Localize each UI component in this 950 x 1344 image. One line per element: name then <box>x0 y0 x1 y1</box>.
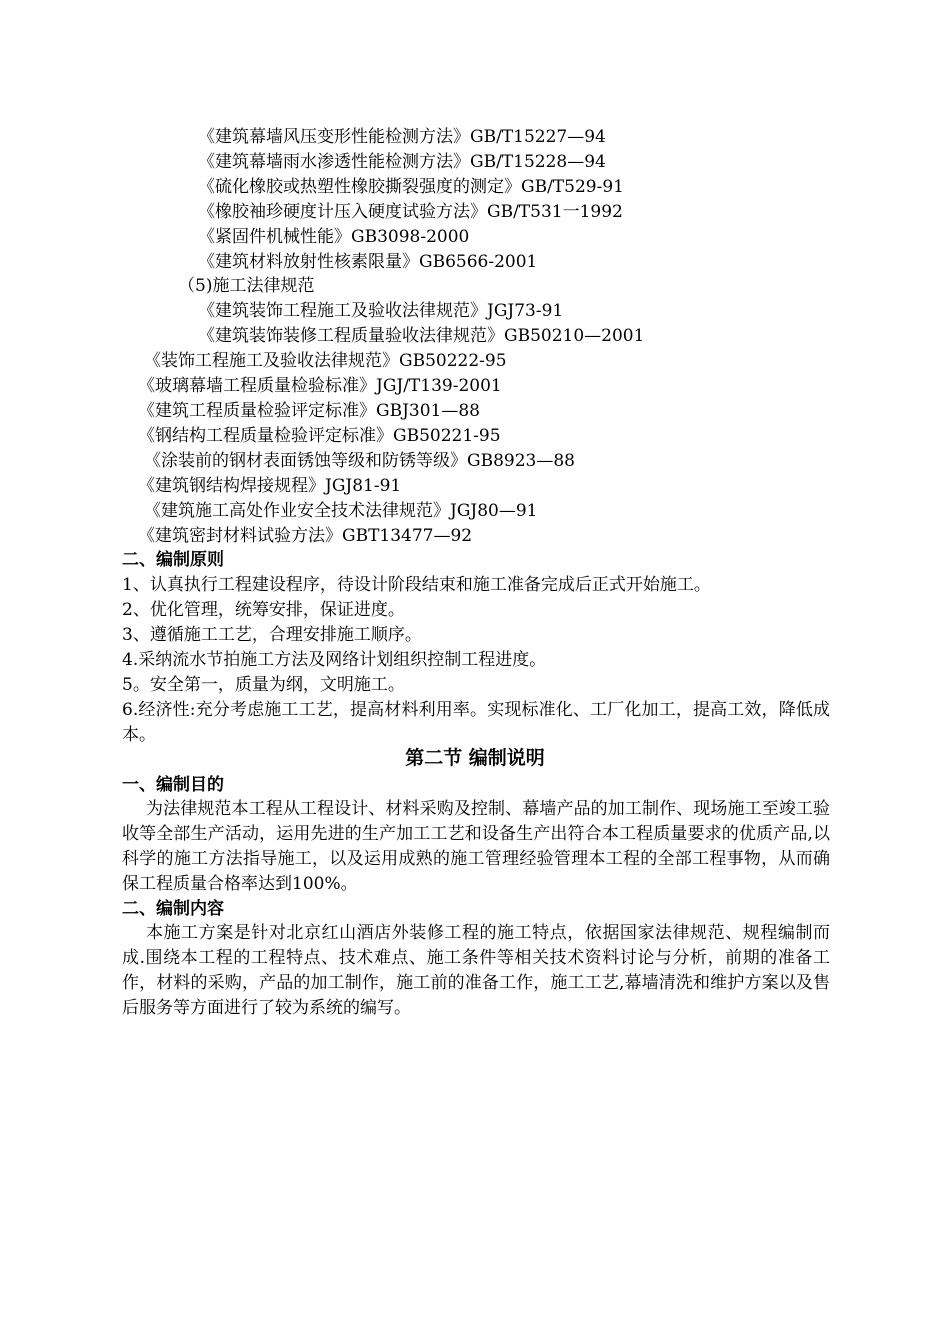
principle-item: 6.经济性:充分考虑施工工艺，提高材料利用率。实现标准化、工厂化加工，提高工效，降低成本。 <box>122 700 830 745</box>
principle-item: 4.采纳流水节拍施工方法及网络计划组织控制工程进度。 <box>122 650 547 670</box>
law-item: 《建筑施工高处作业安全技术法律规范》JGJ80—91 <box>144 501 538 521</box>
principle-item: 3、遵循施工工艺，合理安排施工顺序。 <box>122 625 422 645</box>
standard-item: 《橡胶袖珍硬度计压入硬度试验方法》GB/T531一1992 <box>198 202 623 222</box>
section-title: 第二节 编制说明 <box>405 747 545 769</box>
content-heading: 二、编制内容 <box>122 899 224 919</box>
law-item: 《涂装前的钢材表面锈蚀等级和防锈等级》GB8923—88 <box>144 451 575 471</box>
law-item: 《玻璃幕墙工程质量检验标准》JGJ/T139-2001 <box>138 376 502 396</box>
purpose-paragraph: 为法律规范本工程从工程设计、材料采购及控制、幕墙产品的加工制作、现场施工至竣工验收等全部生产活动，运用先进的生产加工工艺和设备生产出符合本工程质量要求的优质产品,以科学的施工方法指导施工，以及运用成熟的施工管理经验管理本工程的全部工程事物，从而确保工程质量合格率达到100%。 <box>122 799 830 894</box>
law-item: 《建筑工程质量检验评定标准》GBJ301—88 <box>138 401 480 421</box>
content-paragraph: 本施工方案是针对北京红山酒店外装修工程的施工特点，依据国家法律规范、规程编制而成.围绕本工程的工程特点、技术难点、施工条件等相关技术资料讨论与分析，前期的准备工作，材料的采购，产品的加工制作，施工前的准备工作，施工工艺,幕墙清洗和维护方案以及售后服务等方面进行了较为系统的编写。 <box>122 923 830 1018</box>
law-item: 《建筑装饰工程施工及验收法律规范》JGJ73-91 <box>198 301 564 321</box>
principle-item: 5。安全第一，质量为纲，文明施工。 <box>122 675 405 695</box>
law-item: 《建筑钢结构焊接规程》JGJ81-91 <box>138 476 402 496</box>
principle-item: 2、优化管理，统筹安排，保证进度。 <box>122 600 405 620</box>
standard-item: 《紧固件机械性能》GB3098-2000 <box>198 227 470 247</box>
standard-item: 《建筑幕墙风压变形性能检测方法》GB/T15227—94 <box>198 127 606 147</box>
law-item: 《建筑密封材料试验方法》GBT13477—92 <box>138 526 473 546</box>
law-item: 《钢结构工程质量检验评定标准》GB50221-95 <box>138 426 501 446</box>
construction-law-heading: （5)施工法律规范 <box>178 276 315 296</box>
law-item: 《装饰工程施工及验收法律规范》GB50222-95 <box>144 351 507 371</box>
standard-item: 《建筑材料放射性核素限量》GB6566-2001 <box>198 252 538 272</box>
standard-item: 《建筑幕墙雨水渗透性能检测方法》GB/T15228—94 <box>198 152 606 172</box>
principle-item: 1、认真执行工程建设程序，待设计阶段结束和施工准备完成后正式开始施工。 <box>122 575 711 595</box>
principles-heading: 二、编制原则 <box>122 550 224 570</box>
law-item: 《建筑装饰装修工程质量验收法律规范》GB50210—2001 <box>198 326 645 346</box>
purpose-heading: 一、编制目的 <box>122 775 224 795</box>
standard-item: 《硫化橡胶或热塑性橡胶撕裂强度的测定》GB/T529-91 <box>198 177 624 197</box>
